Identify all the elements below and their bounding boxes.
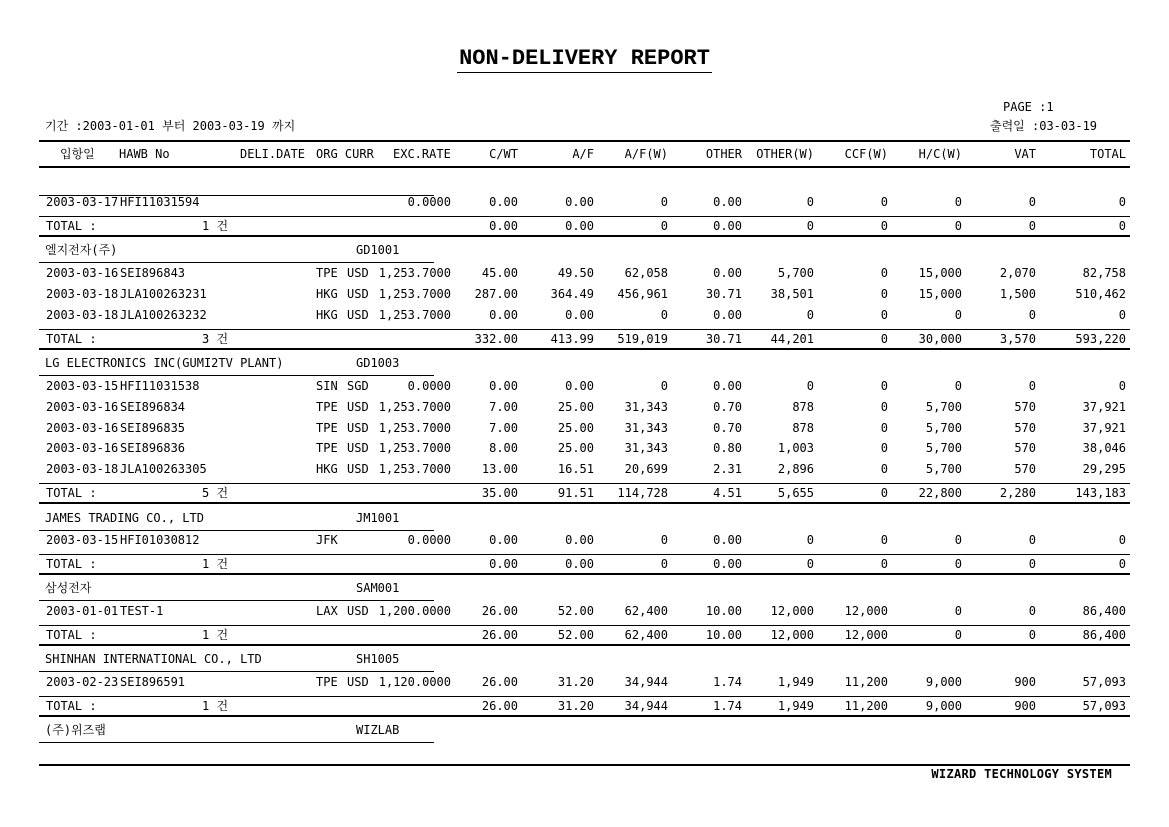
- subtotal-otherw: 0: [806, 557, 814, 571]
- customer-code: SAM001: [356, 581, 400, 595]
- row-afw: 34,944: [624, 675, 668, 689]
- row-curr: USD: [347, 441, 369, 455]
- row-cwt: 0.00: [489, 379, 518, 393]
- row-vat: 2,070: [999, 266, 1036, 280]
- subtotal-hcw: 0: [954, 557, 962, 571]
- row-hcw: 0: [954, 604, 962, 618]
- row-cwt: 26.00: [481, 604, 518, 618]
- row-other: 0.00: [713, 266, 742, 280]
- customer-underline: [39, 671, 434, 672]
- row-hawb: SEI896834: [120, 400, 186, 414]
- row-cwt: 287.00: [474, 287, 518, 301]
- row-hcw: 0: [954, 308, 962, 322]
- subtotal-total: 86,400: [1082, 628, 1126, 642]
- subtotal-cwt: 35.00: [481, 486, 518, 500]
- row-otherw: 878: [792, 421, 814, 435]
- row-hcw: 5,700: [925, 441, 962, 455]
- row-vat: 570: [1014, 441, 1036, 455]
- row-org: HKG: [316, 462, 338, 476]
- subtotal-ccfw: 0: [880, 219, 888, 233]
- subtotal-other: 30.71: [705, 332, 742, 346]
- row-other: 0.00: [713, 195, 742, 209]
- row-org: TPE: [316, 675, 338, 689]
- footer-system-name: WIZARD TECHNOLOGY SYSTEM: [931, 767, 1112, 781]
- row-org: HKG: [316, 308, 338, 322]
- subtotal-count: 1 건: [202, 219, 229, 233]
- row-ccfw: 0: [880, 195, 888, 209]
- row-date: 2003-03-16: [46, 266, 119, 280]
- row-exc-rate: 1,253.7000: [378, 462, 451, 476]
- row-curr: SGD: [347, 379, 369, 393]
- customer-name: (주)위즈랩: [45, 723, 106, 737]
- subtotal-count: 5 건: [202, 486, 229, 500]
- subtotal-top-rule: [39, 216, 1130, 217]
- row-other: 0.70: [713, 421, 742, 435]
- row-af: 0.00: [565, 379, 594, 393]
- subtotal-bottom-rule: [39, 573, 1130, 575]
- row-ccfw: 0: [880, 441, 888, 455]
- col-afw-header: A/F(W): [624, 147, 668, 161]
- row-hawb: HFI11031594: [120, 195, 200, 209]
- customer-name: LG ELECTRONICS INC(GUMI2TV PLANT): [45, 356, 284, 370]
- customer-underline: [39, 600, 434, 601]
- col-otherw-header: OTHER(W): [756, 147, 814, 161]
- row-hawb: JLA100263305: [120, 462, 207, 476]
- subtotal-cwt: 26.00: [481, 628, 518, 642]
- subtotal-total: 57,093: [1082, 699, 1126, 713]
- subtotal-vat: 0: [1028, 628, 1036, 642]
- row-vat: 0: [1028, 604, 1036, 618]
- print-date: 출력일 :03-03-19: [990, 119, 1098, 133]
- row-cwt: 8.00: [489, 441, 518, 455]
- row-ccfw: 0: [880, 400, 888, 414]
- subtotal-bottom-rule: [39, 348, 1130, 350]
- subtotal-hcw: 9,000: [925, 699, 962, 713]
- subtotal-af: 413.99: [550, 332, 594, 346]
- row-exc-rate: 0.0000: [407, 379, 451, 393]
- customer-name: 삼성전자: [45, 581, 92, 595]
- row-hcw: 5,700: [925, 462, 962, 476]
- subtotal-hcw: 0: [954, 219, 962, 233]
- subtotal-top-rule: [39, 696, 1130, 697]
- subtotal-total: 0: [1118, 219, 1126, 233]
- subtotal-hcw: 30,000: [918, 332, 962, 346]
- page-number: PAGE :1: [1003, 100, 1054, 114]
- row-total: 510,462: [1075, 287, 1126, 301]
- row-org: TPE: [316, 400, 338, 414]
- row-hawb: TEST-1: [120, 604, 164, 618]
- subtotal-count: 1 건: [202, 628, 229, 642]
- col-cwt-header: C/WT: [489, 147, 518, 161]
- row-org: SIN: [316, 379, 338, 393]
- row-other: 10.00: [705, 604, 742, 618]
- customer-underline: [39, 530, 434, 531]
- subtotal-hcw: 0: [954, 628, 962, 642]
- row-other: 30.71: [705, 287, 742, 301]
- row-curr: USD: [347, 421, 369, 435]
- row-org: TPE: [316, 266, 338, 280]
- customer-code: WIZLAB: [356, 723, 400, 737]
- col-vat-header: VAT: [1014, 147, 1036, 161]
- subtotal-ccfw: 0: [880, 332, 888, 346]
- subtotal-otherw: 1,949: [777, 699, 814, 713]
- row-vat: 0: [1028, 379, 1036, 393]
- row-hcw: 9,000: [925, 675, 962, 689]
- col-deli-date-header: DELI.DATE: [240, 147, 306, 161]
- customer-code: GD1003: [356, 356, 400, 370]
- col-date-header: 입항일: [60, 147, 95, 161]
- subtotal-otherw: 5,655: [777, 486, 814, 500]
- subtotal-top-rule: [39, 329, 1130, 330]
- subtotal-bottom-rule: [39, 235, 1130, 237]
- row-hawb: SEI896843: [120, 266, 186, 280]
- footer-rule: [39, 764, 1130, 766]
- row-org: TPE: [316, 421, 338, 435]
- row-af: 25.00: [557, 441, 594, 455]
- row-afw: 0: [660, 195, 668, 209]
- row-exc-rate: 1,253.7000: [378, 266, 451, 280]
- row-af: 0.00: [565, 308, 594, 322]
- row-date: 2003-03-16: [46, 441, 119, 455]
- col-total-header: TOTAL: [1089, 147, 1126, 161]
- row-vat: 570: [1014, 400, 1036, 414]
- row-af: 0.00: [565, 533, 594, 547]
- row-af: 49.50: [557, 266, 594, 280]
- row-af: 25.00: [557, 400, 594, 414]
- row-date: 2003-03-15: [46, 533, 119, 547]
- row-ccfw: 0: [880, 533, 888, 547]
- row-otherw: 1,003: [777, 441, 814, 455]
- row-curr: USD: [347, 287, 369, 301]
- row-date: 2003-03-18: [46, 462, 119, 476]
- report-period: 기간 :2003-01-01 부터 2003-03-19 까지: [45, 119, 296, 133]
- row-hawb: HFI11031538: [120, 379, 200, 393]
- customer-code: JM1001: [356, 511, 400, 525]
- row-cwt: 7.00: [489, 400, 518, 414]
- row-otherw: 0: [806, 308, 814, 322]
- row-afw: 62,058: [624, 266, 668, 280]
- row-afw: 31,343: [624, 400, 668, 414]
- row-hawb: SEI896591: [120, 675, 186, 689]
- subtotal-other: 10.00: [705, 628, 742, 642]
- row-other: 0.80: [713, 441, 742, 455]
- row-cwt: 13.00: [481, 462, 518, 476]
- subtotal-afw: 34,944: [624, 699, 668, 713]
- row-date: 2003-03-18: [46, 308, 119, 322]
- row-date: 2003-02-23: [46, 675, 119, 689]
- subtotal-top-rule: [39, 483, 1130, 484]
- row-af: 364.49: [550, 287, 594, 301]
- row-exc-rate: 0.0000: [407, 195, 451, 209]
- col-hcw-header: H/C(W): [918, 147, 962, 161]
- subtotal-cwt: 0.00: [489, 557, 518, 571]
- subtotal-other: 0.00: [713, 219, 742, 233]
- row-curr: USD: [347, 462, 369, 476]
- row-exc-rate: 1,253.7000: [378, 308, 451, 322]
- row-hawb: HFI01030812: [120, 533, 200, 547]
- row-exc-rate: 1,120.0000: [378, 675, 451, 689]
- subtotal-afw: 62,400: [624, 628, 668, 642]
- row-total: 37,921: [1082, 421, 1126, 435]
- row-vat: 570: [1014, 421, 1036, 435]
- row-otherw: 0: [806, 533, 814, 547]
- row-cwt: 45.00: [481, 266, 518, 280]
- subtotal-ccfw: 0: [880, 486, 888, 500]
- subtotal-af: 91.51: [557, 486, 594, 500]
- row-ccfw: 0: [880, 308, 888, 322]
- subtotal-vat: 900: [1014, 699, 1036, 713]
- subtotal-cwt: 0.00: [489, 219, 518, 233]
- subtotal-top-rule: [39, 554, 1130, 555]
- row-total: 29,295: [1082, 462, 1126, 476]
- row-afw: 0: [660, 379, 668, 393]
- row-ccfw: 0: [880, 287, 888, 301]
- row-exc-rate: 1,253.7000: [378, 441, 451, 455]
- row-af: 52.00: [557, 604, 594, 618]
- subtotal-label: TOTAL :: [46, 219, 97, 233]
- row-otherw: 38,501: [770, 287, 814, 301]
- row-hawb: JLA100263232: [120, 308, 207, 322]
- row-org: HKG: [316, 287, 338, 301]
- row-hawb: JLA100263231: [120, 287, 207, 301]
- customer-underline: [39, 262, 434, 263]
- row-exc-rate: 1,253.7000: [378, 287, 451, 301]
- subtotal-vat: 3,570: [999, 332, 1036, 346]
- row-afw: 0: [660, 308, 668, 322]
- row-af: 25.00: [557, 421, 594, 435]
- header-top-rule: [39, 140, 1130, 142]
- customer-code: SH1005: [356, 652, 400, 666]
- row-vat: 0: [1028, 195, 1036, 209]
- row-total: 0: [1118, 195, 1126, 209]
- subtotal-count: 3 건: [202, 332, 229, 346]
- row-cwt: 0.00: [489, 308, 518, 322]
- col-ccfw-header: CCF(W): [844, 147, 888, 161]
- customer-code: GD1001: [356, 243, 400, 257]
- row-date: 2003-01-01: [46, 604, 119, 618]
- col-af-header: A/F: [572, 147, 594, 161]
- subtotal-other: 4.51: [713, 486, 742, 500]
- row-total: 0: [1118, 533, 1126, 547]
- row-exc-rate: 0.0000: [407, 533, 451, 547]
- subtotal-vat: 2,280: [999, 486, 1036, 500]
- row-org: LAX: [316, 604, 338, 618]
- row-cwt: 0.00: [489, 533, 518, 547]
- subtotal-label: TOTAL :: [46, 486, 97, 500]
- row-other: 0.00: [713, 379, 742, 393]
- row-other: 0.00: [713, 533, 742, 547]
- subtotal-total: 593,220: [1075, 332, 1126, 346]
- row-hcw: 0: [954, 195, 962, 209]
- row-date: 2003-03-17: [46, 195, 119, 209]
- subtotal-count: 1 건: [202, 557, 229, 571]
- row-total: 37,921: [1082, 400, 1126, 414]
- subtotal-label: TOTAL :: [46, 332, 97, 346]
- row-hcw: 15,000: [918, 287, 962, 301]
- subtotal-ccfw: 0: [880, 557, 888, 571]
- subtotal-af: 31.20: [557, 699, 594, 713]
- row-other: 0.70: [713, 400, 742, 414]
- row-date: 2003-03-15: [46, 379, 119, 393]
- customer-underline: [39, 375, 434, 376]
- row-af: 31.20: [557, 675, 594, 689]
- row-hcw: 0: [954, 379, 962, 393]
- row-exc-rate: 1,253.7000: [378, 421, 451, 435]
- header-bottom-rule: [39, 166, 1130, 168]
- subtotal-otherw: 0: [806, 219, 814, 233]
- row-afw: 31,343: [624, 421, 668, 435]
- row-ccfw: 12,000: [844, 604, 888, 618]
- subtotal-vat: 0: [1028, 219, 1036, 233]
- row-exc-rate: 1,200.0000: [378, 604, 451, 618]
- col-hawb-header: HAWB No: [119, 147, 170, 161]
- subtotal-afw: 114,728: [617, 486, 668, 500]
- subtotal-total: 0: [1118, 557, 1126, 571]
- row-ccfw: 0: [880, 421, 888, 435]
- row-total: 57,093: [1082, 675, 1126, 689]
- row-ccfw: 0: [880, 462, 888, 476]
- report-title: [0, 46, 1169, 71]
- subtotal-otherw: 12,000: [770, 628, 814, 642]
- row-date: 2003-03-16: [46, 421, 119, 435]
- row-af: 0.00: [565, 195, 594, 209]
- row-cwt: 26.00: [481, 675, 518, 689]
- col-exc-rate-header: EXC.RATE: [393, 147, 451, 161]
- row-hawb: SEI896836: [120, 441, 186, 455]
- row-afw: 31,343: [624, 441, 668, 455]
- customer-name: 엘지전자(주): [45, 243, 118, 257]
- subtotal-top-rule: [39, 625, 1130, 626]
- subtotal-ccfw: 12,000: [844, 628, 888, 642]
- row-hcw: 5,700: [925, 421, 962, 435]
- subtotal-hcw: 22,800: [918, 486, 962, 500]
- col-org-curr-header: ORG CURR: [316, 147, 374, 161]
- row-other: 1.74: [713, 675, 742, 689]
- row-cwt: 0.00: [489, 195, 518, 209]
- customer-underline: [39, 742, 434, 743]
- row-afw: 456,961: [617, 287, 668, 301]
- customer-name: SHINHAN INTERNATIONAL CO., LTD: [45, 652, 262, 666]
- subtotal-bottom-rule: [39, 644, 1130, 646]
- row-curr: USD: [347, 675, 369, 689]
- row-vat: 0: [1028, 308, 1036, 322]
- row-vat: 900: [1014, 675, 1036, 689]
- subtotal-af: 0.00: [565, 219, 594, 233]
- row-hcw: 5,700: [925, 400, 962, 414]
- row-ccfw: 11,200: [844, 675, 888, 689]
- row-date: 2003-03-16: [46, 400, 119, 414]
- row-curr: USD: [347, 266, 369, 280]
- row-hcw: 0: [954, 533, 962, 547]
- row-total: 0: [1118, 308, 1126, 322]
- subtotal-bottom-rule: [39, 502, 1130, 504]
- row-otherw: 878: [792, 400, 814, 414]
- row-exc-rate: 1,253.7000: [378, 400, 451, 414]
- row-afw: 62,400: [624, 604, 668, 618]
- row-vat: 1,500: [999, 287, 1036, 301]
- subtotal-label: TOTAL :: [46, 628, 97, 642]
- row-other: 0.00: [713, 308, 742, 322]
- row-total: 38,046: [1082, 441, 1126, 455]
- subtotal-bottom-rule: [39, 715, 1130, 717]
- row-afw: 20,699: [624, 462, 668, 476]
- subtotal-other: 1.74: [713, 699, 742, 713]
- subtotal-cwt: 26.00: [481, 699, 518, 713]
- row-otherw: 5,700: [777, 266, 814, 280]
- row-hcw: 15,000: [918, 266, 962, 280]
- row-otherw: 0: [806, 379, 814, 393]
- subtotal-total: 143,183: [1075, 486, 1126, 500]
- row-total: 82,758: [1082, 266, 1126, 280]
- row-otherw: 0: [806, 195, 814, 209]
- subtotal-count: 1 건: [202, 699, 229, 713]
- subtotal-af: 52.00: [557, 628, 594, 642]
- row-ccfw: 0: [880, 379, 888, 393]
- row-date: 2003-03-18: [46, 287, 119, 301]
- row-otherw: 12,000: [770, 604, 814, 618]
- subtotal-ccfw: 11,200: [844, 699, 888, 713]
- subtotal-other: 0.00: [713, 557, 742, 571]
- row-org: JFK: [316, 533, 338, 547]
- row-org: TPE: [316, 441, 338, 455]
- row-ccfw: 0: [880, 266, 888, 280]
- row-curr: USD: [347, 400, 369, 414]
- subtotal-otherw: 44,201: [770, 332, 814, 346]
- row-hawb: SEI896835: [120, 421, 186, 435]
- row-total: 0: [1118, 379, 1126, 393]
- report-title-text: NON-DELIVERY REPORT: [459, 46, 710, 71]
- row-otherw: 1,949: [777, 675, 814, 689]
- subtotal-afw: 0: [660, 219, 668, 233]
- subtotal-label: TOTAL :: [46, 557, 97, 571]
- row-vat: 570: [1014, 462, 1036, 476]
- subtotal-label: TOTAL :: [46, 699, 97, 713]
- row-af: 16.51: [557, 462, 594, 476]
- row-total: 86,400: [1082, 604, 1126, 618]
- subtotal-afw: 519,019: [617, 332, 668, 346]
- subtotal-cwt: 332.00: [474, 332, 518, 346]
- row-curr: USD: [347, 308, 369, 322]
- row-vat: 0: [1028, 533, 1036, 547]
- subtotal-vat: 0: [1028, 557, 1036, 571]
- row-otherw: 2,896: [777, 462, 814, 476]
- customer-name: JAMES TRADING CO., LTD: [45, 511, 204, 525]
- subtotal-afw: 0: [660, 557, 668, 571]
- row-curr: USD: [347, 604, 369, 618]
- col-other-header: OTHER: [705, 147, 742, 161]
- row-other: 2.31: [713, 462, 742, 476]
- subtotal-af: 0.00: [565, 557, 594, 571]
- row-afw: 0: [660, 533, 668, 547]
- row-cwt: 7.00: [489, 421, 518, 435]
